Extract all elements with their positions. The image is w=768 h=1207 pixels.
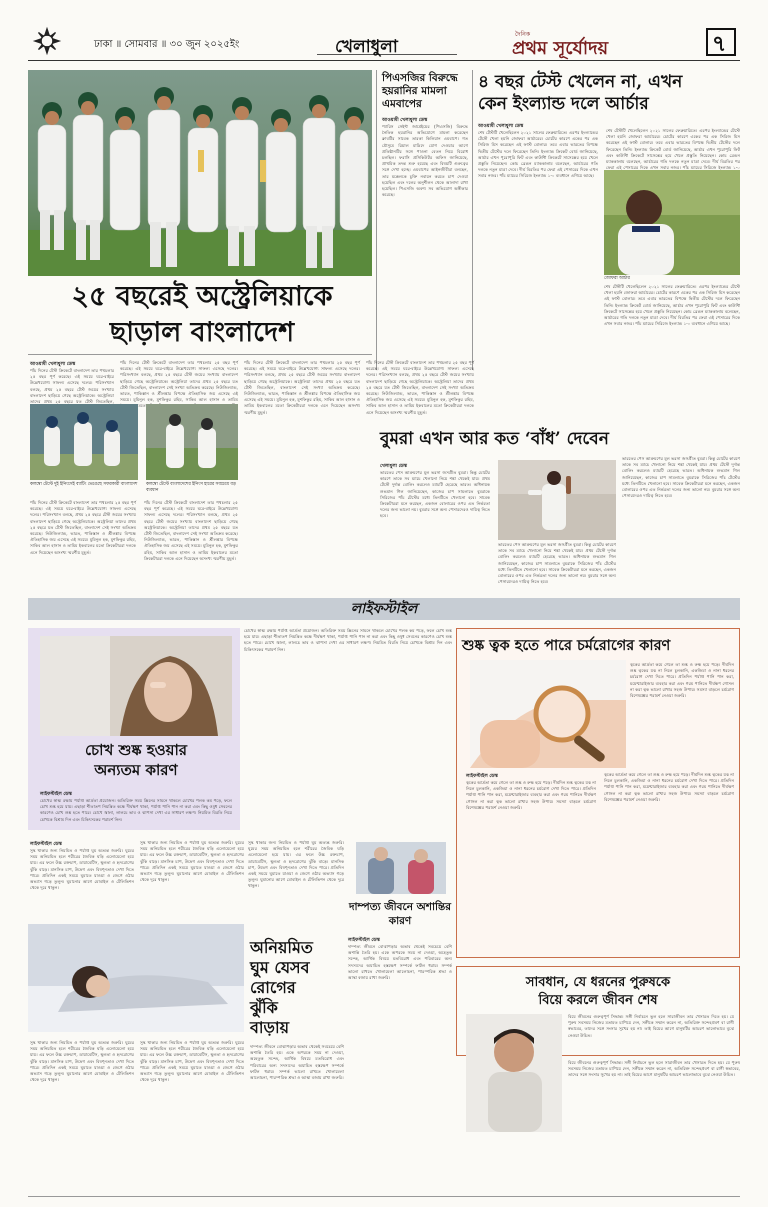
main-body-col2 <box>120 360 238 409</box>
marriage-body-col0-text: দাম্পত্য জীবনে বোঝাপড়ার অভাব থেকেই সবচেয়ে বেশি অশান্তি তৈরি হয়। একে অপরকে সময় না দেওয়া, অহেতুক সন্দেহ, আর্থিক বিষয়ে মতবিরোধ এবং পরিবারের অন্য সদস্যদের অযাচিত হস্তক্ষেপ সম্পর্কে ফাটল ধরায়। সম্পর্ক ভালো রাখতে খোলামেলা আলোচনা, পারস্পরিক শ্রদ্ধা ও আস্থা বজায় রাখা জরুরি। <box>250 1044 344 1081</box>
psg-headline-text: পিএসজির বিরুদ্ধে হয়রানির মামলা এমবাপের <box>382 72 458 110</box>
archer-body: শেষ টেস্টটি খেলেছিলেন ২০২১ সালের ফেব্রুয়ারিতে। এরপর ইংল্যান্ডের টেস্টে খেলা হয়নি জোফরা আর্চারের। চোটের কারণে একের পর এক সিরিজ মিস করেছেন এই ফাস্ট বোলার। তবে এবার ভারতের বিপক্ষে দ্বিতীয় টেস্টের দলে ফিরেছেন তিনি। ইংল্যান্ড ক্রিকেট বোর্ড জানিয়েছে, আর্চার এখন পুরোপুরি ফিট এবং কাউন্টি ক্রিকেটে সাসেক্সের হয়ে খেলে প্রস্তুতি নিয়েছেন। কোচ ব্রেন্ডন ম্যাককালাম বলেছেন, আর্চারের গতি দলকে নতুন মাত্রা দেবে। দীর্ঘ বিরতির পর ফেরা এই পেসারের দিকে এখন সবার নজর। পাঁচ ম্যাচের সিরিজে ইংল্যান্ড ১-০ ব্যবধানে এগিয়ে আছে। <box>478 130 598 179</box>
bumrah-body-col2 <box>498 542 616 585</box>
bumrah-body-col3-text: ভারতের পেস আক্রমণের মূল ভরসা জসপ্রীত বুমরা। কিন্তু চোটের কারণে তাকে সব ম্যাচে খেলানো নিয়ে শঙ্কা থেকেই যায়। প্রথম টেস্টে দুর্দান্ত বোলিং করলেও ম্যাচটি হেরেছে ভারত। অধিনায়ক শুভমান গিল জানিয়েছেন, কাজের চাপ সামলাতে বুমরাকে সিরিজের পাঁচ টেস্টের মধ্যে তিনটিতে খেলানো হবে। সাবেক ক্রিকেটাররা মনে করছেন, একজন বোলারের ওপর এত নির্ভরতা দলের জন্য ভালো নয়। বুমরার সঙ্গে অন্য পেসারদেরও দায়িত্ব নিতে হবে। <box>622 456 740 499</box>
bumrah-body-col1 <box>380 470 490 570</box>
bumrah-body-col1-text: ভারতের পেস আক্রমণের মূল ভরসা জসপ্রীত বুমরা। কিন্তু চোটের কারণে তাকে সব ম্যাচে খেলানো নিয়ে শঙ্কা থেকেই যায়। প্রথম টেস্টে দুর্দান্ত বোলিং করলেও ম্যাচটি হেরেছে ভারত। অধিনায়ক শুভমান গিল জানিয়েছেন, কাজের চাপ সামলাতে বুমরাকে সিরিজের পাঁচ টেস্টের মধ্যে তিনটিতে খেলানো হবে। সাবেক ক্রিকেটাররা মনে করছেন, একজন বোলারের ওপর এত নির্ভরতা দলের জন্য ভালো নয়। বুমরার সঙ্গে অন্য পেসারদেরও দায়িত্ব নিতে হবে। <box>380 470 490 519</box>
main-headline-line1: ২৫ বছরেই অস্ট্রেলিয়াকে <box>71 281 333 312</box>
dry-eye-body-cont <box>244 628 452 834</box>
paper-prefix: দৈনিক <box>515 31 531 38</box>
sleep-headline-line2: ঘুম যেসব <box>250 958 310 977</box>
marriage-body-col0 <box>250 1044 344 1190</box>
lifestyle-banner-title: লাইফস্টাইল <box>350 601 418 617</box>
photo1-caption: কলম্বো টেস্টে দুই ইনিংসেই ব্যাটিং ভেঙেছে সফরকারী বাংলাদেশ <box>30 482 138 487</box>
sleep-headline-line5: বাড়ায় <box>250 1018 290 1037</box>
main-byline: আওয়ামী খেলাধুলা ডেস্ক <box>30 362 76 367</box>
couple-photo <box>356 842 446 894</box>
main-body-col4-text: পাঁচ দিনের টেস্ট ক্রিকেটে বাংলাদেশ তার পথচলার ২৫ বছর পূর্ণ করেছে। এই সময়ে ঘরে-বাইরে উল্লেখযোগ্য সাফল্য এসেছে দলের। পরিসংখ্যান বলছে, প্রথম ২৫ বছরে টেস্ট জয়ের সংখ্যায় বাংলাদেশ ছাড়িয়ে গেছে অস্ট্রেলিয়াকে। অস্ট্রেলিয়া তাদের প্রথম ২৫ বছরে যত টেস্ট জিতেছিল, বাংলাদেশ সেই সংখ্যা অতিক্রম করেছে। নিউজিল্যান্ড, ভারত, পাকিস্তান ও শ্রীলঙ্কার বিপক্ষে ঐতিহাসিক জয় এসেছে এই সময়ে। মুমিনুল হক, মুশফিকুর রহিম, সাকিব আল হাসান ও তামিম ইকবালের মতো ক্রিকেটাররা দলকে এনে দিয়েছেন অসংখ্য স্মরণীয় মুহূর্ত। <box>366 360 474 415</box>
main-headline-line2: ছাড়াল বাংলাদেশ <box>109 317 295 348</box>
warning-headline-line2: বিয়ে করলে জীবন শেষ <box>538 993 658 1008</box>
archer-body-tail-text: শেষ টেস্টটি খেলেছিলেন ২০২১ সালের ফেব্রুয়ারিতে। এরপর ইংল্যান্ডের টেস্টে খেলা হয়নি জোফরা আর্চারের। চোটের কারণে একের পর এক সিরিজ মিস করেছেন এই ফাস্ট বোলার। তবে এবার ভারতের বিপক্ষে দ্বিতীয় টেস্টের দলে ফিরেছেন তিনি। ইংল্যান্ড ক্রিকেট বোর্ড জানিয়েছে, আর্চার এখন পুরোপুরি ফিট এবং কাউন্টি ক্রিকেটে সাসেক্সের হয়ে খেলে প্রস্তুতি নিয়েছেন। কোচ ব্রেন্ডন ম্যাককালাম বলেছেন, আর্চারের গতি দলকে নতুন মাত্রা দেবে। দীর্ঘ বিরতির পর ফেরা এই পেসারের দিকে এখন সবার নজর। পাঁচ ম্যাচের সিরিজে ইংল্যান্ড ১-০ ব্যবধানে এগিয়ে আছে। <box>604 284 740 327</box>
sleep-body-col1 <box>30 848 134 918</box>
dry-eye-body-cont-text: চোখের স্বাস্থ্য রক্ষায় পর্যাপ্ত আর্দ্রতা প্রয়োজন। অতিরিক্ত সময় স্ক্রিনের সামনে থাকলে চোখের পলক কম পড়ে, ফলে চোখ শুষ্ক হয়ে যায়। এছাড়া শীতাতপ নিয়ন্ত্রিত কক্ষে দীর্ঘক্ষণ থাকা, পর্যাপ্ত পানি পান না করা এবং কিছু ওষুধ সেবনের কারণেও চোখ শুষ্ক হতে পারে। চোখে জ্বালা, লালচে ভাব ও ঝাপসা দেখা এর সাধারণ লক্ষণ। নিয়মিত বিরতি নিয়ে চোখকে বিশ্রাম দিন এবং চিকিৎসকের পরামর্শ নিন। <box>244 628 452 652</box>
main-body-col2-text: পাঁচ দিনের টেস্ট ক্রিকেটে বাংলাদেশ তার পথচলার ২৫ বছর পূর্ণ করেছে। এই সময়ে ঘরে-বাইরে উল্লেখযোগ্য সাফল্য এসেছে দলের। পরিসংখ্যান বলছে, প্রথম ২৫ বছরে টেস্ট জয়ের সংখ্যায় বাংলাদেশ ছাড়িয়ে গেছে অস্ট্রেলিয়াকে। অস্ট্রেলিয়া তাদের প্রথম ২৫ বছরে যত টেস্ট জিতেছিল, বাংলাদেশ সেই সংখ্যা অতিক্রম করেছে। নিউজিল্যান্ড, ভারত, পাকিস্তান ও শ্রীলঙ্কার বিপক্ষে ঐতিহাসিক জয় এসেছে এই সময়ে। মুমিনুল হক, মুশফিকুর রহিম, সাকিব আল হাসান ও তামিম মতো <box>120 360 238 409</box>
bumrah-headline: বুমরা এখন আর কত ‘বাঁধ’ দেবেন <box>380 429 609 449</box>
psg-byline: আওয়ামী খেলাধুলা ডেস্ক <box>382 118 428 123</box>
paper-name: প্রথম সূর্যোদয় <box>512 38 609 59</box>
column-divider <box>472 70 473 370</box>
sleep-body-col3-text: সুস্থ থাকার জন্য নিয়মিত ও পর্যাপ্ত ঘুম অত্যন্ত জরুরি। ঘুমের সময় অনিয়মিত হলে শরীরের জৈবিক ঘড়ি এলোমেলো হয়ে যায়। এর ফলে উচ্চ রক্তচাপ, ডায়াবেটিস, স্থূলতা ও হৃদরোগের ঝুঁকি বাড়ে। মানসিক চাপ, উদ্বেগ এবং বিষণ্নতাও দেখা দিতে পারে। প্রতিদিন একই সময়ে ঘুমাতে যাওয়া ও জেগে ওঠার অভ্যাস গড়ে তুলুন। ঘুমানোর আগে মোবাইল ও টেলিভিশন থেকে দূরে থাকুন। <box>248 840 344 889</box>
dry-eye-byline: লাইফস্টাইল ডেস্ক <box>40 792 72 797</box>
marriage-body-col1-text: দাম্পত্য জীবনে বোঝাপড়ার অভাব থেকেই সবচেয়ে বেশি অশান্তি তৈরি হয়। একে অপরকে সময় না দেওয়া, অহেতুক সন্দেহ, আর্থিক বিষয়ে মতবিরোধ এবং পরিবারের অন্য সদস্যদের অযাচিত হস্তক্ষেপ সম্পর্কে ফাটল ধরায়। সম্পর্ক ভালো রাখতে খোলামেলা আলোচনা, পারস্পরিক শ্রদ্ধা ও আস্থা বজায় রাখা জরুরি। <box>348 944 452 981</box>
main-body-col4 <box>366 360 474 422</box>
dry-eye-body: চোখের স্বাস্থ্য রক্ষায় পর্যাপ্ত আর্দ্রতা প্রয়োজন। অতিরিক্ত সময় স্ক্রিনের সামনে থাকলে চোখের পলক কম পড়ে, ফলে চোখ শুষ্ক হয়ে যায়। এছাড়া শীতাতপ নিয়ন্ত্রিত কক্ষে দীর্ঘক্ষণ থাকা, পর্যাপ্ত পানি পান না করা এবং কিছু ওষুধ সেবনের কারণেও চোখ শুষ্ক হতে পারে। চোখে জ্বালা, লালচে ভাব ও ঝাপসা দেখা এর সাধারণ লক্ষণ। নিয়মিত বিরতি নিয়ে চোখকে বিশ্রাম দিন এবং চিকিৎসকের পরামর্শ নিন। <box>40 798 232 822</box>
bumrah-body-col3 <box>622 456 740 570</box>
main-body-col1-text: পাঁচ দিনের টেস্ট ক্রিকেটে বাংলাদেশ তার পথচলার ২৫ বছর পূর্ণ করেছে। এই সময়ে ঘরে-বাইরে উল্লেখযোগ্য সাফল্য এসেছে দলের। পরিসংখ্যান বলছে, প্রথম ২৫ বছরে টেস্ট জয়ের সংখ্যায় বাংলাদেশ ছাড়িয়ে গেছে অস্ট্রেলিয়াকে। অস্ট্রেলিয়া তাদের প্রথম ২৫ বছরে যত টেস্ট জিতেছিল, <box>30 368 114 405</box>
psg-body: প্যারিস সেইন্ট জার্মেইয়ের (পিএসজি) বিরুদ্ধে নৈতিক হয়রানির অভিযোগে মামলা করেছেন ক্লাবটির সাবেক তারকা কিলিয়ান এমবাপে। গত মৌসুমে রিয়াল মাদ্রিদে যোগ দেওয়ার আগে প্রতিষ্ঠানটির সঙ্গে পাওনা বেতন নিয়ে বিরোধ চলছিল। ফরাসি প্রসিকিউটর অফিস জানিয়েছে, প্রাথমিক তদন্ত শুরু হয়েছে এবং বিষয়টি গুরুত্বের সঙ্গে দেখা হচ্ছে। এমবাপের আইনজীবীরা বলছেন, তার মক্কেলকে চুক্তি নবায়ন করতে চাপ দেওয়া হয়েছিল এবং দলের অনুশীলন থেকে আলাদা রাখা হয়েছিল। পিএসজি অবশ্য সব অভিযোগ অস্বীকার করেছে। <box>382 124 468 198</box>
main-body-col1b-text: পাঁচ দিনের টেস্ট ক্রিকেটে বাংলাদেশ তার পথচলার ২৫ বছর পূর্ণ করেছে। এই সময়ে ঘরে-বাইরে উল্লেখযোগ্য সাফল্য এসেছে দলের। পরিসংখ্যান বলছে, প্রথম ২৫ বছরে টেস্ট জয়ের সংখ্যায় বাংলাদেশ ছাড়িয়ে গেছে অস্ট্রেলিয়াকে। অস্ট্রেলিয়া তাদের প্রথম ২৫ বছরে যত টেস্ট জিতেছিল, বাংলাদেশ সেই সংখ্যা অতিক্রম করেছে। নিউজিল্যান্ড, ভারত, পাকিস্তান ও শ্রীলঙ্কার বিপক্ষে ঐতিহাসিক জয় এসেছে এই সময়ে। মুমিনুল হক, মুশফিকুর রহিম, সাকিব আল হাসান ও তামিম ইকবালের মতো ক্রিকেটাররা দলকে এনে দিয়েছেন অসংখ্য স্মরণীয় মুহূর্ত। <box>30 500 136 555</box>
sleep-headline-line3: রোগের <box>250 978 296 997</box>
sleep-body-bottom1-text: সুস্থ থাকার জন্য নিয়মিত ও পর্যাপ্ত ঘুম অত্যন্ত জরুরি। ঘুমের সময় অনিয়মিত হলে শরীরের জৈবিক ঘড়ি এলোমেলো হয়ে যায়। এর ফলে উচ্চ রক্তচাপ, ডায়াবেটিস, স্থূলতা ও হৃদরোগের ঝুঁকি বাড়ে। মানসিক চাপ, উদ্বেগ এবং বিষণ্নতাও দেখা দিতে পারে। প্রতিদিন একই সময়ে ঘুমাতে যাওয়া ও জেগে ওঠার অভ্যাস গড়ে তুলুন। ঘুমানোর আগে মোবাইল ও টেলিভিশন থেকে দূরে থাকুন। <box>30 1040 134 1083</box>
bumrah-photo <box>498 460 616 540</box>
archer-body-right <box>606 128 740 171</box>
sleep-body-bottom2 <box>140 1040 244 1190</box>
sleep-body-col1-text: সুস্থ থাকার জন্য নিয়মিত ও পর্যাপ্ত ঘুম অত্যন্ত জরুরি। ঘুমের সময় অনিয়মিত হলে শরীরের জৈবিক ঘড়ি এলোমেলো হয়ে যায়। এর ফলে উচ্চ রক্তচাপ, ডায়াবেটিস, স্থূলতা ও হৃদরোগের ঝুঁকি বাড়ে। মানসিক চাপ, উদ্বেগ এবং বিষণ্নতাও দেখা দিতে পারে। প্রতিদিন একই সময়ে ঘুমাতে যাওয়া ও জেগে ওঠার অভ্যাস গড়ে তুলুন। ঘুমানোর আগে মোবাইল ও টেলিভিশন থেকে দূরে থাকুন। <box>30 848 134 891</box>
skin-body-col2 <box>604 772 734 954</box>
dry-eye-headline-line1: চোখ শুষ্ক হওয়ার <box>84 741 188 759</box>
page-bottom-rule <box>28 1196 740 1197</box>
skin-byline: লাইফস্টাইল ডেস্ক <box>466 774 498 779</box>
column-divider <box>376 70 377 370</box>
batsman-photo <box>30 404 138 480</box>
archer-body-tail <box>604 284 740 370</box>
man-photo <box>466 1014 562 1132</box>
sleep-body-col2-text: সুস্থ থাকার জন্য নিয়মিত ও পর্যাপ্ত ঘুম অত্যন্ত জরুরি। ঘুমের সময় অনিয়মিত হলে শরীরের জৈবিক ঘড়ি এলোমেলো হয়ে যায়। এর ফলে উচ্চ রক্তচাপ, ডায়াবেটিস, স্থূলতা ও হৃদরোগের ঝুঁকি বাড়ে। মানসিক চাপ, উদ্বেগ এবং বিষণ্নতাও দেখা দিতে পারে। প্রতিদিন একই সময়ে ঘুমাতে যাওয়া ও জেগে ওঠার অভ্যাস গড়ে তুলুন। ঘুমানোর আগে মোবাইল ও টেলিভিশন থেকে দূরে থাকুন। <box>140 840 244 883</box>
masthead-rule <box>28 60 740 61</box>
warning-body-side <box>568 1014 734 1054</box>
skin-headline: শুষ্ক ত্বক হতে পারে চর্মরোগের কারণ <box>462 637 671 654</box>
sleep-body-col2 <box>140 840 244 918</box>
team-celebration-photo <box>28 70 372 276</box>
sun-logo-icon <box>34 28 60 54</box>
sleep-body-col3 <box>248 840 344 918</box>
skin-body-col1-text: ত্বকের আর্দ্রতা কমে গেলে তা শুষ্ক ও রুক্ষ হয়ে পড়ে। দীর্ঘদিন শুষ্ক ত্বকের যত্ন না নিলে চুলকানি, একজিমা ও নানা ধরনের চর্মরোগ দেখা দিতে পারে। প্রতিদিন পর্যাপ্ত পানি পান করা, ময়েশ্চারাইজার ব্যবহার করা এবং গরম পানিতে দীর্ঘক্ষণ গোসল না করা ত্বক ভালো রাখার সহজ উপায়। সমস্যা বাড়লে চর্মরোগ বিশেষজ্ঞের পরামর্শ নেওয়া জরুরি। <box>466 780 596 810</box>
archer-headline-line1: ৪ বছর টেস্ট খেলেন না, এখন <box>478 72 683 92</box>
dry-eye-headline-line2: অন্যতম কারণ <box>94 761 178 779</box>
page-number: ৭ <box>712 31 727 57</box>
dateline: ঢাকা ॥ সোমবার ॥ ৩০ জুন ২০২৫ইং <box>94 39 240 50</box>
main-body-col1 <box>30 368 114 405</box>
sleep-body-bottom2-text: সুস্থ থাকার জন্য নিয়মিত ও পর্যাপ্ত ঘুম অত্যন্ত জরুরি। ঘুমের সময় অনিয়মিত হলে শরীরের জৈবিক ঘড়ি এলোমেলো হয়ে যায়। এর ফলে উচ্চ রক্তচাপ, ডায়াবেটিস, স্থূলতা ও হৃদরোগের ঝুঁকি বাড়ে। মানসিক চাপ, উদ্বেগ এবং বিষণ্নতাও দেখা দিতে পারে। প্রতিদিন একই সময়ে ঘুমাতে যাওয়া ও জেগে ওঠার অভ্যাস গড়ে তুলুন। ঘুমানোর আগে মোবাইল ও টেলিভিশন থেকে দূরে থাকুন। <box>140 1040 244 1083</box>
warning-body-side-text: বিয়ে জীবনের গুরুত্বপূর্ণ সিদ্ধান্ত। সঙ্গী নির্বাচনে ভুল হলে সারাজীবন তার খেসারত দিতে হয়। যে পুরুষ সবসময় নিজের মতামত চাপিয়ে দেন, সঙ্গীকে সম্মান করেন না, অতিরিক্ত সন্দেহপ্রবণ বা রাগী স্বভাবের, তাদের সঙ্গে সংসার সুখের হয় না। তাই বিয়ের আগে মানুষটির আচরণ ভালোভাবে বুঝে নেওয়া উচিত। <box>568 1014 734 1038</box>
sleep-headline-line1: অনিয়মিত <box>250 938 313 957</box>
archer-byline: আওয়ামী খেলাধুলা ডেস্ক <box>478 124 524 129</box>
skin-body-col2-text: ত্বকের আর্দ্রতা কমে গেলে তা শুষ্ক ও রুক্ষ হয়ে পড়ে। দীর্ঘদিন শুষ্ক ত্বকের যত্ন না নিলে চুলকানি, একজিমা ও নানা ধরনের চর্মরোগ দেখা দিতে পারে। প্রতিদিন পর্যাপ্ত পানি পান করা, ময়েশ্চারাইজার ব্যবহার করা এবং গরম পানিতে দীর্ঘক্ষণ গোসল না করা ত্বক ভালো রাখার সহজ উপায়। সমস্যা বাড়লে চর্মরোগ বিশেষজ্ঞের পরামর্শ নেওয়া জরুরি। <box>604 772 734 802</box>
bumrah-byline: খেলাধুলা ডেস্ক <box>380 464 408 469</box>
section-label: খেলাধুলা <box>335 37 398 57</box>
marriage-headline-line2: কারণ <box>388 915 412 927</box>
skin-body-side-text: ত্বকের আর্দ্রতা কমে গেলে তা শুষ্ক ও রুক্ষ হয়ে পড়ে। দীর্ঘদিন শুষ্ক ত্বকের যত্ন না নিলে চুলকানি, একজিমা ও নানা ধরনের চর্মরোগ দেখা দিতে পারে। প্রতিদিন পর্যাপ্ত পানি পান করা, ময়েশ্চারাইজার ব্যবহার করা এবং গরম পানিতে দীর্ঘক্ষণ গোসল না করা ত্বক ভালো রাখার সহজ উপায়। সমস্যা বাড়লে চর্মরোগ বিশেষজ্ঞের পরামর্শ নেওয়া জরুরি। <box>630 662 734 699</box>
psg-headline <box>382 72 468 111</box>
main-body-col2b <box>144 500 238 570</box>
sleep-byline: লাইফস্টাইল ডেস্ক <box>30 842 62 847</box>
bumrah-body-col2-text: ভারতের পেস আক্রমণের মূল ভরসা জসপ্রীত বুমরা। কিন্তু চোটের কারণে তাকে সব ম্যাচে খেলানো নিয়ে শঙ্কা থেকেই যায়। প্রথম টেস্টে দুর্দান্ত বোলিং করলেও ম্যাচটি হেরেছে ভারত। অধিনায়ক শুভমান গিল জানিয়েছেন, কাজের চাপ সামলাতে বুমরাকে সিরিজের পাঁচ টেস্টের মধ্যে তিনটিতে খেলানো হবে। সাবেক ক্রিকেটাররা মনে করছেন, একজন বোলারের ওপর এত নির্ভরতা দলের জন্য ভালো নয়। বুমরার সঙ্গে অন্য পেসারদেরও দায়িত্ব নিতে হবে। <box>498 542 616 585</box>
magnifier-skin-photo <box>470 660 626 768</box>
archer-body-cont: শেষ টেস্টটি খেলেছিলেন ২০২১ সালের ফেব্রুয়ারিতে। এরপর ইংল্যান্ডের টেস্টে খেলা হয়নি জোফরা আর্চারের। চোটের কারণে একের পর এক সিরিজ মিস করেছেন এই ফাস্ট বোলার। তবে এবার ভারতের বিপক্ষে দ্বিতীয় টেস্টের দলে ফিরেছেন তিনি। ইংল্যান্ড ক্রিকেট বোর্ড জানিয়েছে, আর্চার এখন পুরোপুরি ফিট এবং কাউন্টি ক্রিকেটে সাসেক্সের হয়ে খেলে প্রস্তুতি নিয়েছেন। কোচ ব্রেন্ডন ম্যাককালাম বলেছেন, আর্চারের গতি দলকে নতুন মাত্রা দেবে। দীর্ঘ বিরতির পর ফেরা এই পেসারের দিকে এখন সবার নজর। পাঁচ ম্যাচের সিরিজে ইংল্যান্ড ১-০ <box>606 128 740 171</box>
main-body-col1b <box>30 500 136 570</box>
skin-body-side <box>630 662 734 768</box>
sleeping-woman-photo <box>28 924 244 1032</box>
sleep-headline-line4: ঝুঁকি <box>250 998 278 1017</box>
marriage-byline: লাইফস্টাইল ডেস্ক <box>348 938 380 943</box>
skin-body-col1 <box>466 780 596 954</box>
main-headline-rule <box>28 354 372 355</box>
main-body-col3 <box>244 360 360 570</box>
sleep-body-bottom1 <box>30 1040 134 1190</box>
warning-body: বিয়ে জীবনের গুরুত্বপূর্ণ সিদ্ধান্ত। সঙ্গী নির্বাচনে ভুল হলে সারাজীবন তার খেসারত দিতে হয়। যে পুরুষ সবসময় নিজের মতামত চাপিয়ে দেন, সঙ্গীকে সম্মান করেন না, অতিরিক্ত সন্দেহপ্রবণ বা রাগী স্বভাবের, তাদের সঙ্গে সংসার সুখের হয় না। তাই বিয়ের আগে মানুষটির আচরণ ভালোভাবে বুঝে নেওয়া উচিত। <box>568 1060 740 1078</box>
archer-caption: জোফরা আর্চার <box>604 276 630 281</box>
archer-headline-line2: কেন ইংল্যান্ড দলে আর্চার <box>478 94 649 114</box>
main-body-col2b-text: পাঁচ দিনের টেস্ট ক্রিকেটে বাংলাদেশ তার পথচলার ২৫ বছর পূর্ণ করেছে। এই সময়ে ঘরে-বাইরে উল্লেখযোগ্য সাফল্য এসেছে দলের। পরিসংখ্যান বলছে, প্রথম ২৫ বছরে টেস্ট জয়ের সংখ্যায় বাংলাদেশ ছাড়িয়ে গেছে অস্ট্রেলিয়াকে। অস্ট্রেলিয়া তাদের প্রথম ২৫ বছরে যত টেস্ট জিতেছিল, বাংলাদেশ সেই সংখ্যা অতিক্রম করেছে। নিউজিল্যান্ড, ভারত, পাকিস্তান ও শ্রীলঙ্কার বিপক্ষে ঐতিহাসিক জয় এসেছে এই সময়ে। মুমিনুল হক, মুশফিকুর রহিম, সাকিব আল হাসান ও তামিম ইকবালের মতো ক্রিকেটাররা দলকে এনে দিয়েছেন অসংখ্য স্মরণীয় মুহূর্ত। <box>144 500 238 561</box>
main-body-col3-text: পাঁচ দিনের টেস্ট ক্রিকেটে বাংলাদেশ তার পথচলার ২৫ বছর পূর্ণ করেছে। এই সময়ে ঘরে-বাইরে উল্লেখযোগ্য সাফল্য এসেছে দলের। পরিসংখ্যান বলছে, প্রথম ২৫ বছরে টেস্ট জয়ের সংখ্যায় বাংলাদেশ ছাড়িয়ে গেছে অস্ট্রেলিয়াকে। অস্ট্রেলিয়া তাদের প্রথম ২৫ বছরে যত টেস্ট জিতেছিল, বাংলাদেশ সেই সংখ্যা অতিক্রম করেছে। নিউজিল্যান্ড, ভারত, পাকিস্তান ও শ্রীলঙ্কার বিপক্ষে ঐতিহাসিক জয় এসেছে এই সময়ে। মুমিনুল হক, মুশফিকুর রহিম, সাকিব আল হাসান ও তামিম ইকবালের মতো ক্রিকেটাররা দলকে এনে দিয়েছেন অসংখ্য স্মরণীয় মুহূর্ত। <box>244 360 360 415</box>
warning-headline-line1: সাবধান, যে ধরনের পুরুষকে <box>525 975 671 990</box>
marriage-body-col1 <box>348 944 452 1190</box>
photo2-caption: কলম্বো টেস্টে বাংলাদেশের ইনিংস হারের সবচেয়ে বড় ব্যবধান <box>146 482 236 493</box>
woman-eye-photo <box>40 636 232 736</box>
fielders-photo <box>146 404 238 480</box>
archer-photo <box>604 170 740 275</box>
masthead <box>0 0 768 62</box>
marriage-headline-line1: দাম্পত্য জীবনে অশান্তির <box>348 901 452 913</box>
